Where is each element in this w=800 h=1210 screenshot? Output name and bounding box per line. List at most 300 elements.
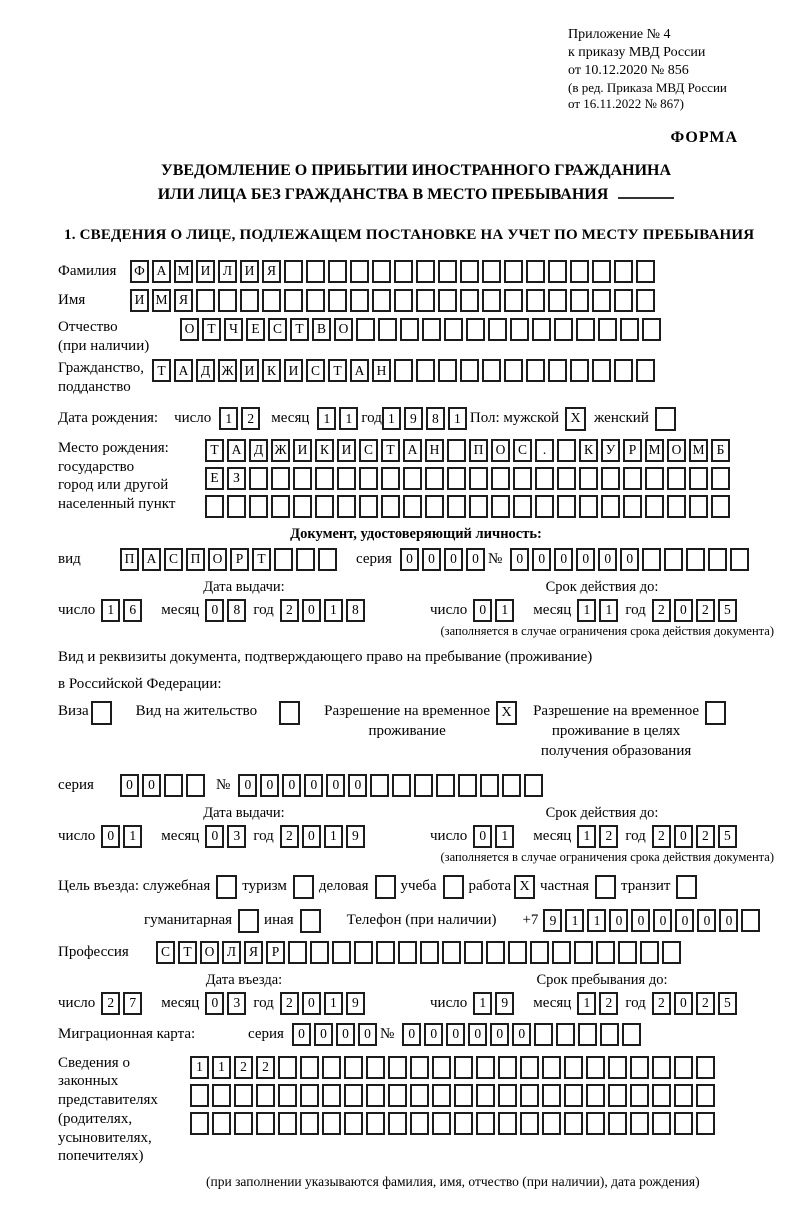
char-cell[interactable] [708,548,727,571]
char-cell[interactable] [513,467,532,490]
char-cell[interactable] [284,260,303,283]
char-cell[interactable]: 1 [473,992,492,1015]
char-cell[interactable] [502,774,521,797]
char-cell[interactable] [366,1112,385,1135]
char-cell[interactable]: Е [246,318,265,341]
char-cell[interactable] [315,467,334,490]
char-cell[interactable] [476,1112,495,1135]
char-cell[interactable] [667,467,686,490]
char-cell[interactable]: М [152,289,171,312]
char-cell[interactable]: 2 [101,992,120,1015]
entry-month-boxes[interactable] [205,992,249,1015]
char-cell[interactable] [642,548,661,571]
char-cell[interactable] [381,467,400,490]
char-cell[interactable] [432,1084,451,1107]
char-cell[interactable]: И [284,359,303,382]
char-cell[interactable]: Ж [218,359,237,382]
purpose-study-checkbox[interactable] [443,875,464,899]
char-cell[interactable] [586,1112,605,1135]
char-cell[interactable] [249,495,268,518]
purpose-humanitarian-checkbox[interactable] [238,909,259,933]
char-cell[interactable] [196,289,215,312]
char-cell[interactable] [388,1056,407,1079]
entry-year-boxes[interactable] [280,992,368,1015]
char-cell[interactable]: А [350,359,369,382]
char-cell[interactable] [564,1112,583,1135]
char-cell[interactable] [344,1056,363,1079]
char-cell[interactable] [504,359,523,382]
right-valid-year-boxes[interactable] [652,825,740,848]
char-cell[interactable]: 0 [532,548,551,571]
phone-boxes[interactable] [543,909,763,932]
char-cell[interactable]: 0 [697,909,716,932]
char-cell[interactable]: М [174,260,193,283]
char-cell[interactable] [359,467,378,490]
char-cell[interactable] [689,467,708,490]
char-cell[interactable]: 0 [674,992,693,1015]
char-cell[interactable]: Е [205,467,224,490]
char-cell[interactable] [344,1112,363,1135]
char-cell[interactable] [645,495,664,518]
char-cell[interactable]: 0 [466,548,485,571]
char-cell[interactable]: 1 [448,407,467,430]
char-cell[interactable]: Т [252,548,271,571]
char-cell[interactable] [498,1084,517,1107]
char-cell[interactable] [498,1112,517,1135]
char-cell[interactable] [460,359,479,382]
char-cell[interactable]: 0 [473,825,492,848]
char-cell[interactable] [652,1112,671,1135]
char-cell[interactable] [410,1056,429,1079]
profession-boxes[interactable] [156,941,684,964]
char-cell[interactable]: 1 [219,407,238,430]
char-cell[interactable] [376,941,395,964]
char-cell[interactable] [608,1112,627,1135]
char-cell[interactable] [388,1084,407,1107]
char-cell[interactable]: Т [290,318,309,341]
char-cell[interactable] [476,1084,495,1107]
char-cell[interactable] [322,1084,341,1107]
char-cell[interactable] [689,495,708,518]
char-cell[interactable]: 0 [238,774,257,797]
char-cell[interactable]: О [208,548,227,571]
temp-residence-checkbox[interactable]: X [496,701,517,725]
char-cell[interactable] [486,941,505,964]
char-cell[interactable]: 1 [577,599,596,622]
char-cell[interactable]: Ф [130,260,149,283]
char-cell[interactable]: 1 [339,407,358,430]
sex-male-checkbox[interactable]: X [565,407,586,431]
char-cell[interactable]: П [469,439,488,462]
char-cell[interactable] [662,941,681,964]
char-cell[interactable] [469,467,488,490]
char-cell[interactable]: А [142,548,161,571]
char-cell[interactable] [636,260,655,283]
char-cell[interactable] [601,467,620,490]
char-cell[interactable] [674,1112,693,1135]
char-cell[interactable] [504,289,523,312]
char-cell[interactable]: 2 [256,1056,275,1079]
char-cell[interactable] [696,1056,715,1079]
char-cell[interactable] [608,1084,627,1107]
char-cell[interactable]: 1 [190,1056,209,1079]
char-cell[interactable] [711,495,730,518]
char-cell[interactable]: 1 [587,909,606,932]
char-cell[interactable] [592,260,611,283]
id-valid-day-boxes[interactable] [473,599,517,622]
char-cell[interactable] [186,774,205,797]
char-cell[interactable] [447,467,466,490]
char-cell[interactable] [447,495,466,518]
id-issue-day-boxes[interactable] [101,599,145,622]
char-cell[interactable] [630,1112,649,1135]
char-cell[interactable] [730,548,749,571]
char-cell[interactable]: 1 [599,599,618,622]
char-cell[interactable]: Я [174,289,193,312]
char-cell[interactable]: 9 [404,407,423,430]
char-cell[interactable]: 6 [123,599,142,622]
char-cell[interactable] [504,260,523,283]
char-cell[interactable] [570,260,589,283]
char-cell[interactable]: С [268,318,287,341]
char-cell[interactable] [458,774,477,797]
char-cell[interactable] [293,467,312,490]
char-cell[interactable] [234,1112,253,1135]
birth-day-boxes[interactable] [219,407,263,430]
char-cell[interactable]: 0 [326,774,345,797]
char-cell[interactable] [300,1112,319,1135]
char-cell[interactable] [398,941,417,964]
stay-year-boxes[interactable] [652,992,740,1015]
char-cell[interactable] [432,1112,451,1135]
char-cell[interactable] [524,774,543,797]
char-cell[interactable]: М [689,439,708,462]
char-cell[interactable] [482,359,501,382]
char-cell[interactable] [520,1056,539,1079]
char-cell[interactable] [256,1084,275,1107]
char-cell[interactable]: 1 [324,599,343,622]
char-cell[interactable]: 9 [543,909,562,932]
char-cell[interactable] [579,495,598,518]
char-cell[interactable] [480,774,499,797]
birthplace-boxes-row2[interactable] [205,467,733,490]
char-cell[interactable] [741,909,760,932]
char-cell[interactable] [422,318,441,341]
char-cell[interactable] [534,1023,553,1046]
char-cell[interactable] [696,1112,715,1135]
char-cell[interactable] [622,1023,641,1046]
char-cell[interactable]: А [174,359,193,382]
char-cell[interactable] [532,318,551,341]
char-cell[interactable] [274,548,293,571]
char-cell[interactable] [190,1084,209,1107]
char-cell[interactable] [436,774,455,797]
char-cell[interactable] [432,1056,451,1079]
char-cell[interactable] [350,260,369,283]
char-cell[interactable] [403,495,422,518]
char-cell[interactable] [482,260,501,283]
char-cell[interactable] [630,1084,649,1107]
purpose-business-checkbox[interactable] [375,875,396,899]
char-cell[interactable] [557,467,576,490]
char-cell[interactable]: Т [152,359,171,382]
char-cell[interactable] [535,495,554,518]
visa-checkbox[interactable] [91,701,112,725]
char-cell[interactable] [636,289,655,312]
char-cell[interactable]: 3 [227,825,246,848]
id-doc-series-boxes[interactable] [400,548,488,571]
char-cell[interactable] [711,467,730,490]
right-doc-series-boxes[interactable] [120,774,208,797]
char-cell[interactable] [664,548,683,571]
char-cell[interactable] [416,359,435,382]
char-cell[interactable]: 0 [282,774,301,797]
purpose-transit-checkbox[interactable] [676,875,697,899]
char-cell[interactable]: 2 [652,825,671,848]
char-cell[interactable]: О [200,941,219,964]
char-cell[interactable] [526,359,545,382]
char-cell[interactable] [288,941,307,964]
char-cell[interactable] [614,359,633,382]
char-cell[interactable]: И [293,439,312,462]
char-cell[interactable] [586,1056,605,1079]
char-cell[interactable] [460,289,479,312]
char-cell[interactable] [359,495,378,518]
char-cell[interactable]: С [156,941,175,964]
char-cell[interactable]: А [403,439,422,462]
char-cell[interactable]: Я [262,260,281,283]
char-cell[interactable]: 2 [696,599,715,622]
char-cell[interactable] [240,289,259,312]
char-cell[interactable]: 0 [400,548,419,571]
purpose-private-checkbox[interactable] [595,875,616,899]
char-cell[interactable]: 0 [142,774,161,797]
char-cell[interactable]: А [227,439,246,462]
char-cell[interactable]: Р [266,941,285,964]
char-cell[interactable]: 5 [718,825,737,848]
char-cell[interactable]: Д [196,359,215,382]
char-cell[interactable] [372,260,391,283]
char-cell[interactable] [618,941,637,964]
char-cell[interactable]: О [491,439,510,462]
char-cell[interactable]: Ж [271,439,290,462]
right-doc-number-boxes[interactable] [238,774,546,797]
char-cell[interactable] [574,941,593,964]
char-cell[interactable] [530,941,549,964]
char-cell[interactable]: Л [218,260,237,283]
purpose-other-checkbox[interactable] [300,909,321,933]
char-cell[interactable] [686,548,705,571]
char-cell[interactable]: 0 [205,992,224,1015]
char-cell[interactable]: 0 [554,548,573,571]
char-cell[interactable]: 5 [718,992,737,1015]
birthplace-boxes-row1[interactable] [205,439,733,462]
char-cell[interactable]: 2 [652,992,671,1015]
right-issue-month-boxes[interactable] [205,825,249,848]
right-valid-day-boxes[interactable] [473,825,517,848]
char-cell[interactable]: 0 [468,1023,487,1046]
char-cell[interactable]: И [240,260,259,283]
char-cell[interactable]: С [513,439,532,462]
temp-residence-edu-checkbox[interactable] [705,701,726,725]
char-cell[interactable] [318,548,337,571]
char-cell[interactable]: 0 [336,1023,355,1046]
char-cell[interactable]: 1 [577,992,596,1015]
char-cell[interactable]: 0 [314,1023,333,1046]
char-cell[interactable]: А [152,260,171,283]
char-cell[interactable]: 0 [302,825,321,848]
char-cell[interactable]: 0 [576,548,595,571]
char-cell[interactable] [416,260,435,283]
char-cell[interactable] [366,1056,385,1079]
char-cell[interactable]: 0 [302,992,321,1015]
char-cell[interactable]: 0 [422,548,441,571]
char-cell[interactable]: 2 [696,992,715,1015]
representatives-boxes-row1[interactable] [190,1056,718,1079]
char-cell[interactable] [278,1112,297,1135]
char-cell[interactable] [630,1056,649,1079]
char-cell[interactable] [548,289,567,312]
char-cell[interactable] [425,495,444,518]
char-cell[interactable]: З [227,467,246,490]
char-cell[interactable] [542,1084,561,1107]
char-cell[interactable]: П [186,548,205,571]
char-cell[interactable]: 5 [718,599,737,622]
char-cell[interactable]: 0 [510,548,529,571]
char-cell[interactable]: Т [205,439,224,462]
char-cell[interactable]: 0 [402,1023,421,1046]
char-cell[interactable] [372,289,391,312]
char-cell[interactable] [636,359,655,382]
char-cell[interactable]: 0 [358,1023,377,1046]
char-cell[interactable] [620,318,639,341]
char-cell[interactable] [315,495,334,518]
char-cell[interactable] [256,1112,275,1135]
char-cell[interactable] [438,359,457,382]
char-cell[interactable]: 2 [234,1056,253,1079]
char-cell[interactable] [623,495,642,518]
char-cell[interactable]: С [164,548,183,571]
char-cell[interactable]: О [334,318,353,341]
char-cell[interactable]: 7 [123,992,142,1015]
right-valid-month-boxes[interactable] [577,825,621,848]
char-cell[interactable]: 8 [227,599,246,622]
char-cell[interactable]: Р [623,439,642,462]
char-cell[interactable]: 2 [652,599,671,622]
char-cell[interactable]: 0 [674,599,693,622]
char-cell[interactable] [454,1084,473,1107]
char-cell[interactable] [370,774,389,797]
char-cell[interactable]: 0 [609,909,628,932]
char-cell[interactable]: 2 [280,599,299,622]
char-cell[interactable] [557,495,576,518]
char-cell[interactable] [564,1084,583,1107]
residence-permit-checkbox[interactable] [279,701,300,725]
char-cell[interactable] [498,1056,517,1079]
char-cell[interactable]: С [359,439,378,462]
purpose-work-checkbox[interactable]: X [514,875,535,899]
char-cell[interactable] [454,1056,473,1079]
char-cell[interactable]: К [579,439,598,462]
char-cell[interactable] [356,318,375,341]
char-cell[interactable] [542,1056,561,1079]
char-cell[interactable] [652,1056,671,1079]
id-issue-month-boxes[interactable] [205,599,249,622]
char-cell[interactable] [579,467,598,490]
char-cell[interactable] [284,289,303,312]
char-cell[interactable] [438,289,457,312]
char-cell[interactable] [227,495,246,518]
char-cell[interactable]: 1 [123,825,142,848]
char-cell[interactable]: 0 [598,548,617,571]
char-cell[interactable] [293,495,312,518]
char-cell[interactable] [557,439,576,462]
char-cell[interactable]: 0 [620,548,639,571]
char-cell[interactable] [674,1084,693,1107]
id-issue-year-boxes[interactable] [280,599,368,622]
char-cell[interactable] [394,359,413,382]
char-cell[interactable] [296,548,315,571]
char-cell[interactable]: Н [372,359,391,382]
right-issue-year-boxes[interactable] [280,825,368,848]
stay-month-boxes[interactable] [577,992,621,1015]
char-cell[interactable]: У [601,439,620,462]
char-cell[interactable] [337,495,356,518]
char-cell[interactable] [482,289,501,312]
char-cell[interactable] [600,1023,619,1046]
char-cell[interactable] [564,1056,583,1079]
char-cell[interactable] [378,318,397,341]
char-cell[interactable]: 0 [473,599,492,622]
char-cell[interactable]: Б [711,439,730,462]
char-cell[interactable]: И [337,439,356,462]
char-cell[interactable]: 0 [490,1023,509,1046]
citizenship-boxes[interactable] [152,359,658,382]
char-cell[interactable]: 2 [599,992,618,1015]
char-cell[interactable] [444,318,463,341]
char-cell[interactable]: 0 [302,599,321,622]
char-cell[interactable]: И [196,260,215,283]
char-cell[interactable]: В [312,318,331,341]
char-cell[interactable] [322,1056,341,1079]
char-cell[interactable] [447,439,466,462]
char-cell[interactable] [414,774,433,797]
char-cell[interactable] [614,260,633,283]
char-cell[interactable] [469,495,488,518]
char-cell[interactable] [454,1112,473,1135]
char-cell[interactable] [388,1112,407,1135]
char-cell[interactable] [520,1112,539,1135]
char-cell[interactable] [332,941,351,964]
char-cell[interactable]: И [130,289,149,312]
char-cell[interactable] [278,1056,297,1079]
char-cell[interactable] [598,318,617,341]
char-cell[interactable]: 1 [101,599,120,622]
char-cell[interactable] [212,1084,231,1107]
char-cell[interactable] [570,359,589,382]
char-cell[interactable] [674,1056,693,1079]
char-cell[interactable]: 1 [382,407,401,430]
char-cell[interactable]: О [667,439,686,462]
char-cell[interactable] [508,941,527,964]
char-cell[interactable] [394,289,413,312]
char-cell[interactable] [667,495,686,518]
char-cell[interactable] [337,467,356,490]
char-cell[interactable] [271,467,290,490]
char-cell[interactable]: К [315,439,334,462]
char-cell[interactable]: 0 [675,909,694,932]
char-cell[interactable] [526,260,545,283]
